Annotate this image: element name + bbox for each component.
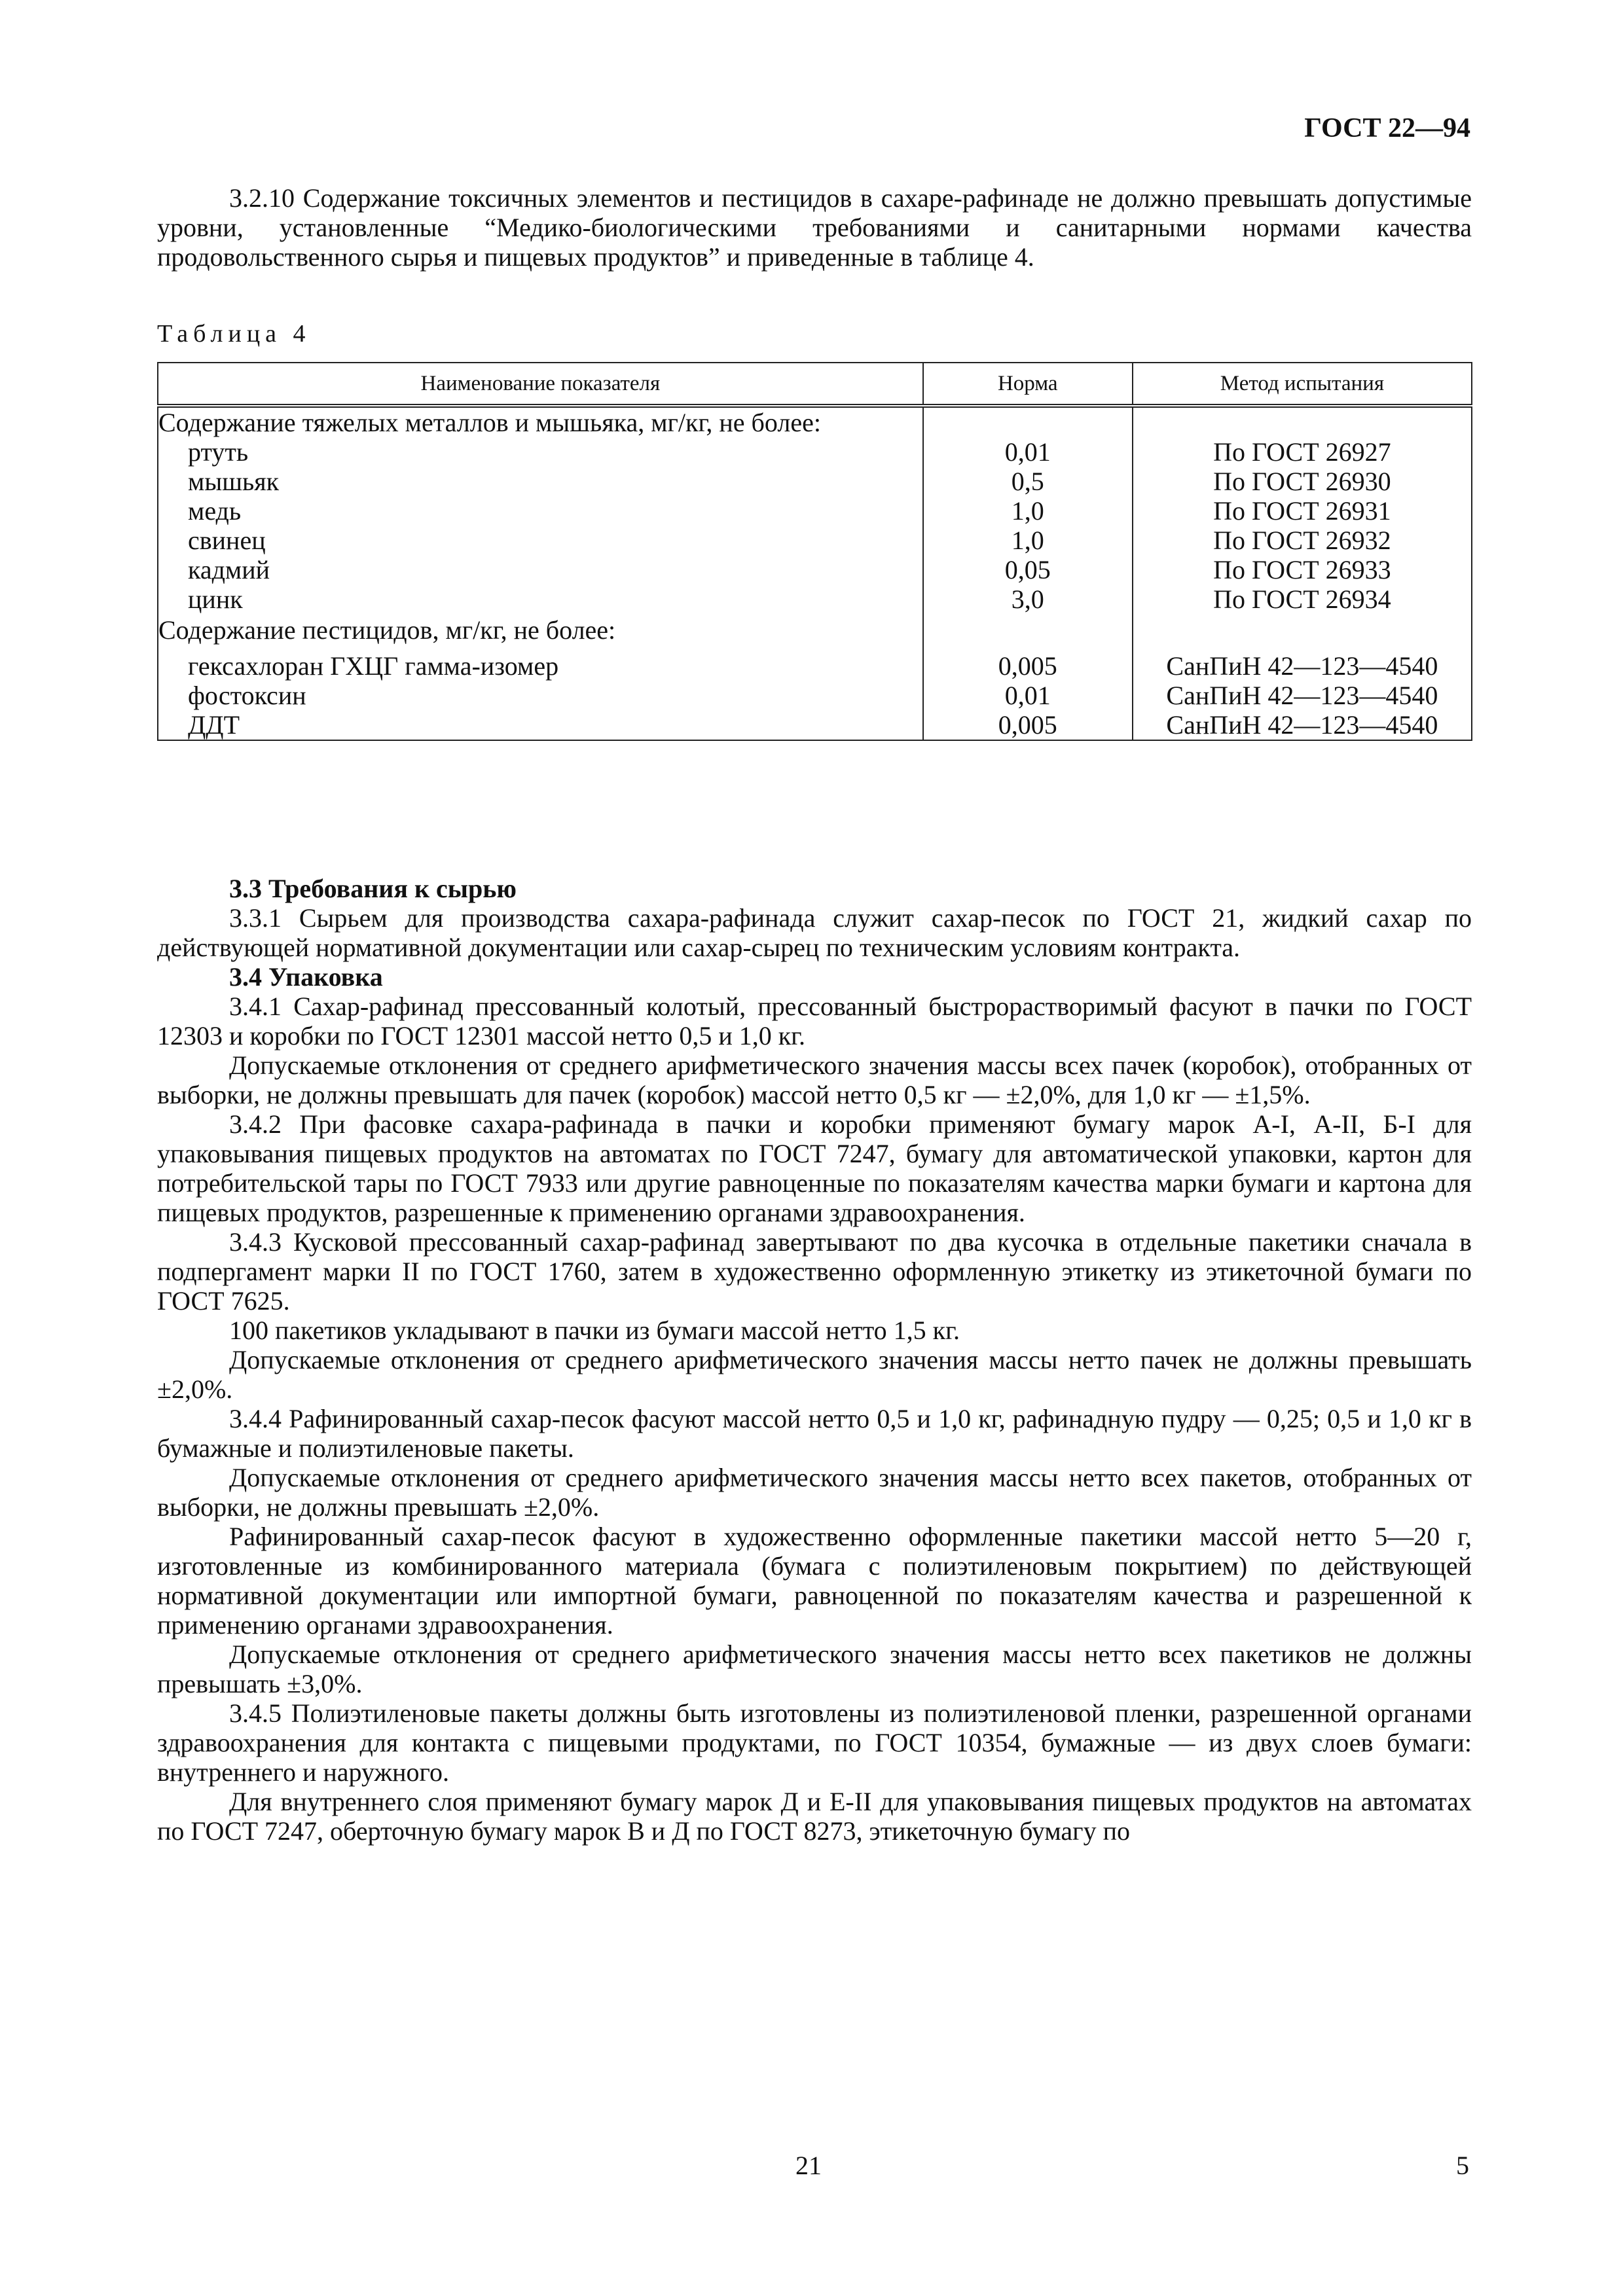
table-row-name: ртуть bbox=[188, 437, 249, 467]
group-title: Содержание пестицидов, мг/кг, не более: bbox=[158, 615, 616, 645]
paragraph-3-2-10: 3.2.10 Содержание токсичных элементов и пестицидов в сахаре-рафинаде не должно превышать допустимые уровни, установленные “Медико-биологическими требованиями и санитарными нормами качества продовольственного сырья и пищевых продуктов” и приведенные в таблице 4. bbox=[157, 183, 1472, 272]
table-row-method: По ГОСТ 26933 bbox=[1213, 555, 1391, 584]
method-column bbox=[1133, 406, 1472, 740]
paragraph-3-4-1-tolerance: Допускаемые отклонения от среднего арифметического значения массы всех пачек (коробок), отобранных от выборки, не должны превышать для пачек (коробок) массой нетто 0,5 кг — ±2,0%, для 1,0 кг — ±1,5%. bbox=[157, 1050, 1472, 1109]
paragraph-3-3-1: 3.3.1 Сырьем для производства сахара-рафинада служит сахар-песок по ГОСТ 21, жидкий сахар по действующей нормативной документации или сахар-сырец по техническим условиям контракта. bbox=[157, 903, 1472, 962]
table-row-name: кадмий bbox=[188, 555, 270, 584]
column-header-norm: Норма bbox=[923, 363, 1133, 406]
table-row-method: СанПиН 42—123—4540 bbox=[1166, 651, 1438, 681]
column-header-name: Наименование показателя bbox=[158, 363, 923, 406]
paragraph-3-4-3-tolerance: Допускаемые отклонения от среднего арифметического значения массы нетто пачек не должны превышать ±2,0%. bbox=[157, 1345, 1472, 1404]
paragraph-3-4-4-sachets-tolerance: Допускаемые отклонения от среднего арифметического значения массы нетто всех пакетиков не должны превышать ±3,0%. bbox=[157, 1640, 1472, 1698]
table-header-row bbox=[158, 363, 1472, 406]
table-body-row bbox=[158, 406, 1472, 740]
paragraph-3-4-3-packs: 100 пакетиков укладывают в пачки из бумаги массой нетто 1,5 кг. bbox=[229, 1316, 960, 1345]
table-row-norm: 1,0 bbox=[1011, 496, 1044, 526]
column-header-method: Метод испытания bbox=[1133, 363, 1472, 406]
paragraph-3-4-5: 3.4.5 Полиэтиленовые пакеты должны быть изготовлены из полиэтиленовой пленки, разрешенной органами здравоохранения для контакта с пищевыми продуктами, по ГОСТ 10354, бумажные — из двух слоев бумаги: внутреннего и наружного. bbox=[157, 1698, 1472, 1787]
table-row-name: медь bbox=[188, 496, 242, 526]
table-row-norm: 0,01 bbox=[1004, 437, 1051, 467]
table-row-norm: 0,5 bbox=[1011, 467, 1044, 496]
table-row-name: гексахлоран ГХЦГ гамма-изомер bbox=[188, 651, 559, 681]
table-row-name: ДДТ bbox=[188, 710, 240, 740]
table-row-norm: 0,005 bbox=[998, 710, 1057, 740]
name-column bbox=[158, 406, 923, 740]
table-row-method: По ГОСТ 26931 bbox=[1213, 496, 1391, 526]
sections-body bbox=[157, 874, 1472, 1846]
section-3-3-title: 3.3 Требования к сырью bbox=[229, 874, 517, 903]
section-3-4-title: 3.4 Упаковка bbox=[229, 962, 383, 992]
paragraph-3-4-1: 3.4.1 Сахар-рафинад прессованный колотый, прессованный быстрорастворимый фасуют в пачки по ГОСТ 12303 и коробки по ГОСТ 12301 массой нетто 0,5 и 1,0 кг. bbox=[157, 992, 1472, 1050]
table-row-norm: 0,01 bbox=[1004, 681, 1051, 710]
page-number-center: 21 bbox=[795, 2151, 822, 2180]
table-row-method: По ГОСТ 26930 bbox=[1213, 467, 1391, 496]
table-caption: Таблица 4 bbox=[157, 320, 311, 348]
table-row-method: По ГОСТ 26934 bbox=[1213, 584, 1391, 614]
table-row-name: свинец bbox=[188, 526, 266, 555]
table-row-norm: 3,0 bbox=[1011, 584, 1044, 614]
norm-column bbox=[923, 406, 1133, 740]
page-number-right: 5 bbox=[1456, 2151, 1469, 2180]
table-row-method: По ГОСТ 26927 bbox=[1213, 437, 1391, 467]
table-row-norm: 1,0 bbox=[1011, 526, 1044, 555]
paragraph-3-4-4-sachets: Рафинированный сахар-песок фасуют в художественно оформленные пакетики массой нетто 5—20 г, изготовленные из комбинированного материала (бумага с полиэтиленовым покрытием) по действующей нормативной документации или импортной бумаги, равноценной по показателям качества и разрешенной к применению органами здравоохранения. bbox=[157, 1522, 1472, 1640]
table-row-norm: 0,005 bbox=[998, 651, 1057, 681]
table-row-name: фостоксин bbox=[188, 681, 306, 710]
paragraph-3-4-4: 3.4.4 Рафинированный сахар-песок фасуют массой нетто 0,5 и 1,0 кг, рафинадную пудру — 0,25; 0,5 и 1,0 кг в бумажные и полиэтиленовые пакеты. bbox=[157, 1404, 1472, 1463]
intro-paragraph bbox=[157, 183, 1472, 272]
paragraph-3-4-3: 3.4.3 Кусковой прессованный сахар-рафинад завертывают по два кусочка в отдельные пакетики сначала в подпергамент марки II по ГОСТ 1760, затем в художественно оформленную этикетку из этикеточной бумаги по ГОСТ 7625. bbox=[157, 1227, 1472, 1316]
table-row-method: СанПиН 42—123—4540 bbox=[1166, 681, 1438, 710]
table-row-method: По ГОСТ 26932 bbox=[1213, 526, 1391, 555]
paragraph-3-4-2: 3.4.2 При фасовке сахара-рафинада в пачки и коробки применяют бумагу марок А-I, А-II, Б-I для упаковывания пищевых продуктов на автоматах по ГОСТ 7247, бумагу для автоматической упаковки, картон для потребительской тары по ГОСТ 7933 или другие равноценные по показателям качества марки бумаги и картона для пищевых продуктов, разрешенные к применению органами здравоохранения. bbox=[157, 1109, 1472, 1227]
table-row-name: мышьяк bbox=[188, 467, 280, 496]
table-row-name: цинк bbox=[188, 584, 243, 614]
document-header: ГОСТ 22—94 bbox=[1304, 113, 1470, 143]
paragraph-3-4-5-inner-layer: Для внутреннего слоя применяют бумагу марок Д и Е-II для упаковывания пищевых продуктов на автоматах по ГОСТ 7247, оберточную бумагу марок В и Д по ГОСТ 8273, этикеточную бумагу по bbox=[157, 1787, 1472, 1846]
table-row-method: СанПиН 42—123—4540 bbox=[1166, 710, 1438, 740]
table-4 bbox=[157, 362, 1472, 741]
table-row-norm: 0,05 bbox=[1004, 555, 1051, 584]
paragraph-3-4-4-tolerance: Допускаемые отклонения от среднего арифметического значения массы нетто всех пакетов, отобранных от выборки, не должны превышать ±2,0%. bbox=[157, 1463, 1472, 1522]
group-title: Содержание тяжелых металлов и мышьяка, мг/кг, не более: bbox=[158, 408, 821, 437]
